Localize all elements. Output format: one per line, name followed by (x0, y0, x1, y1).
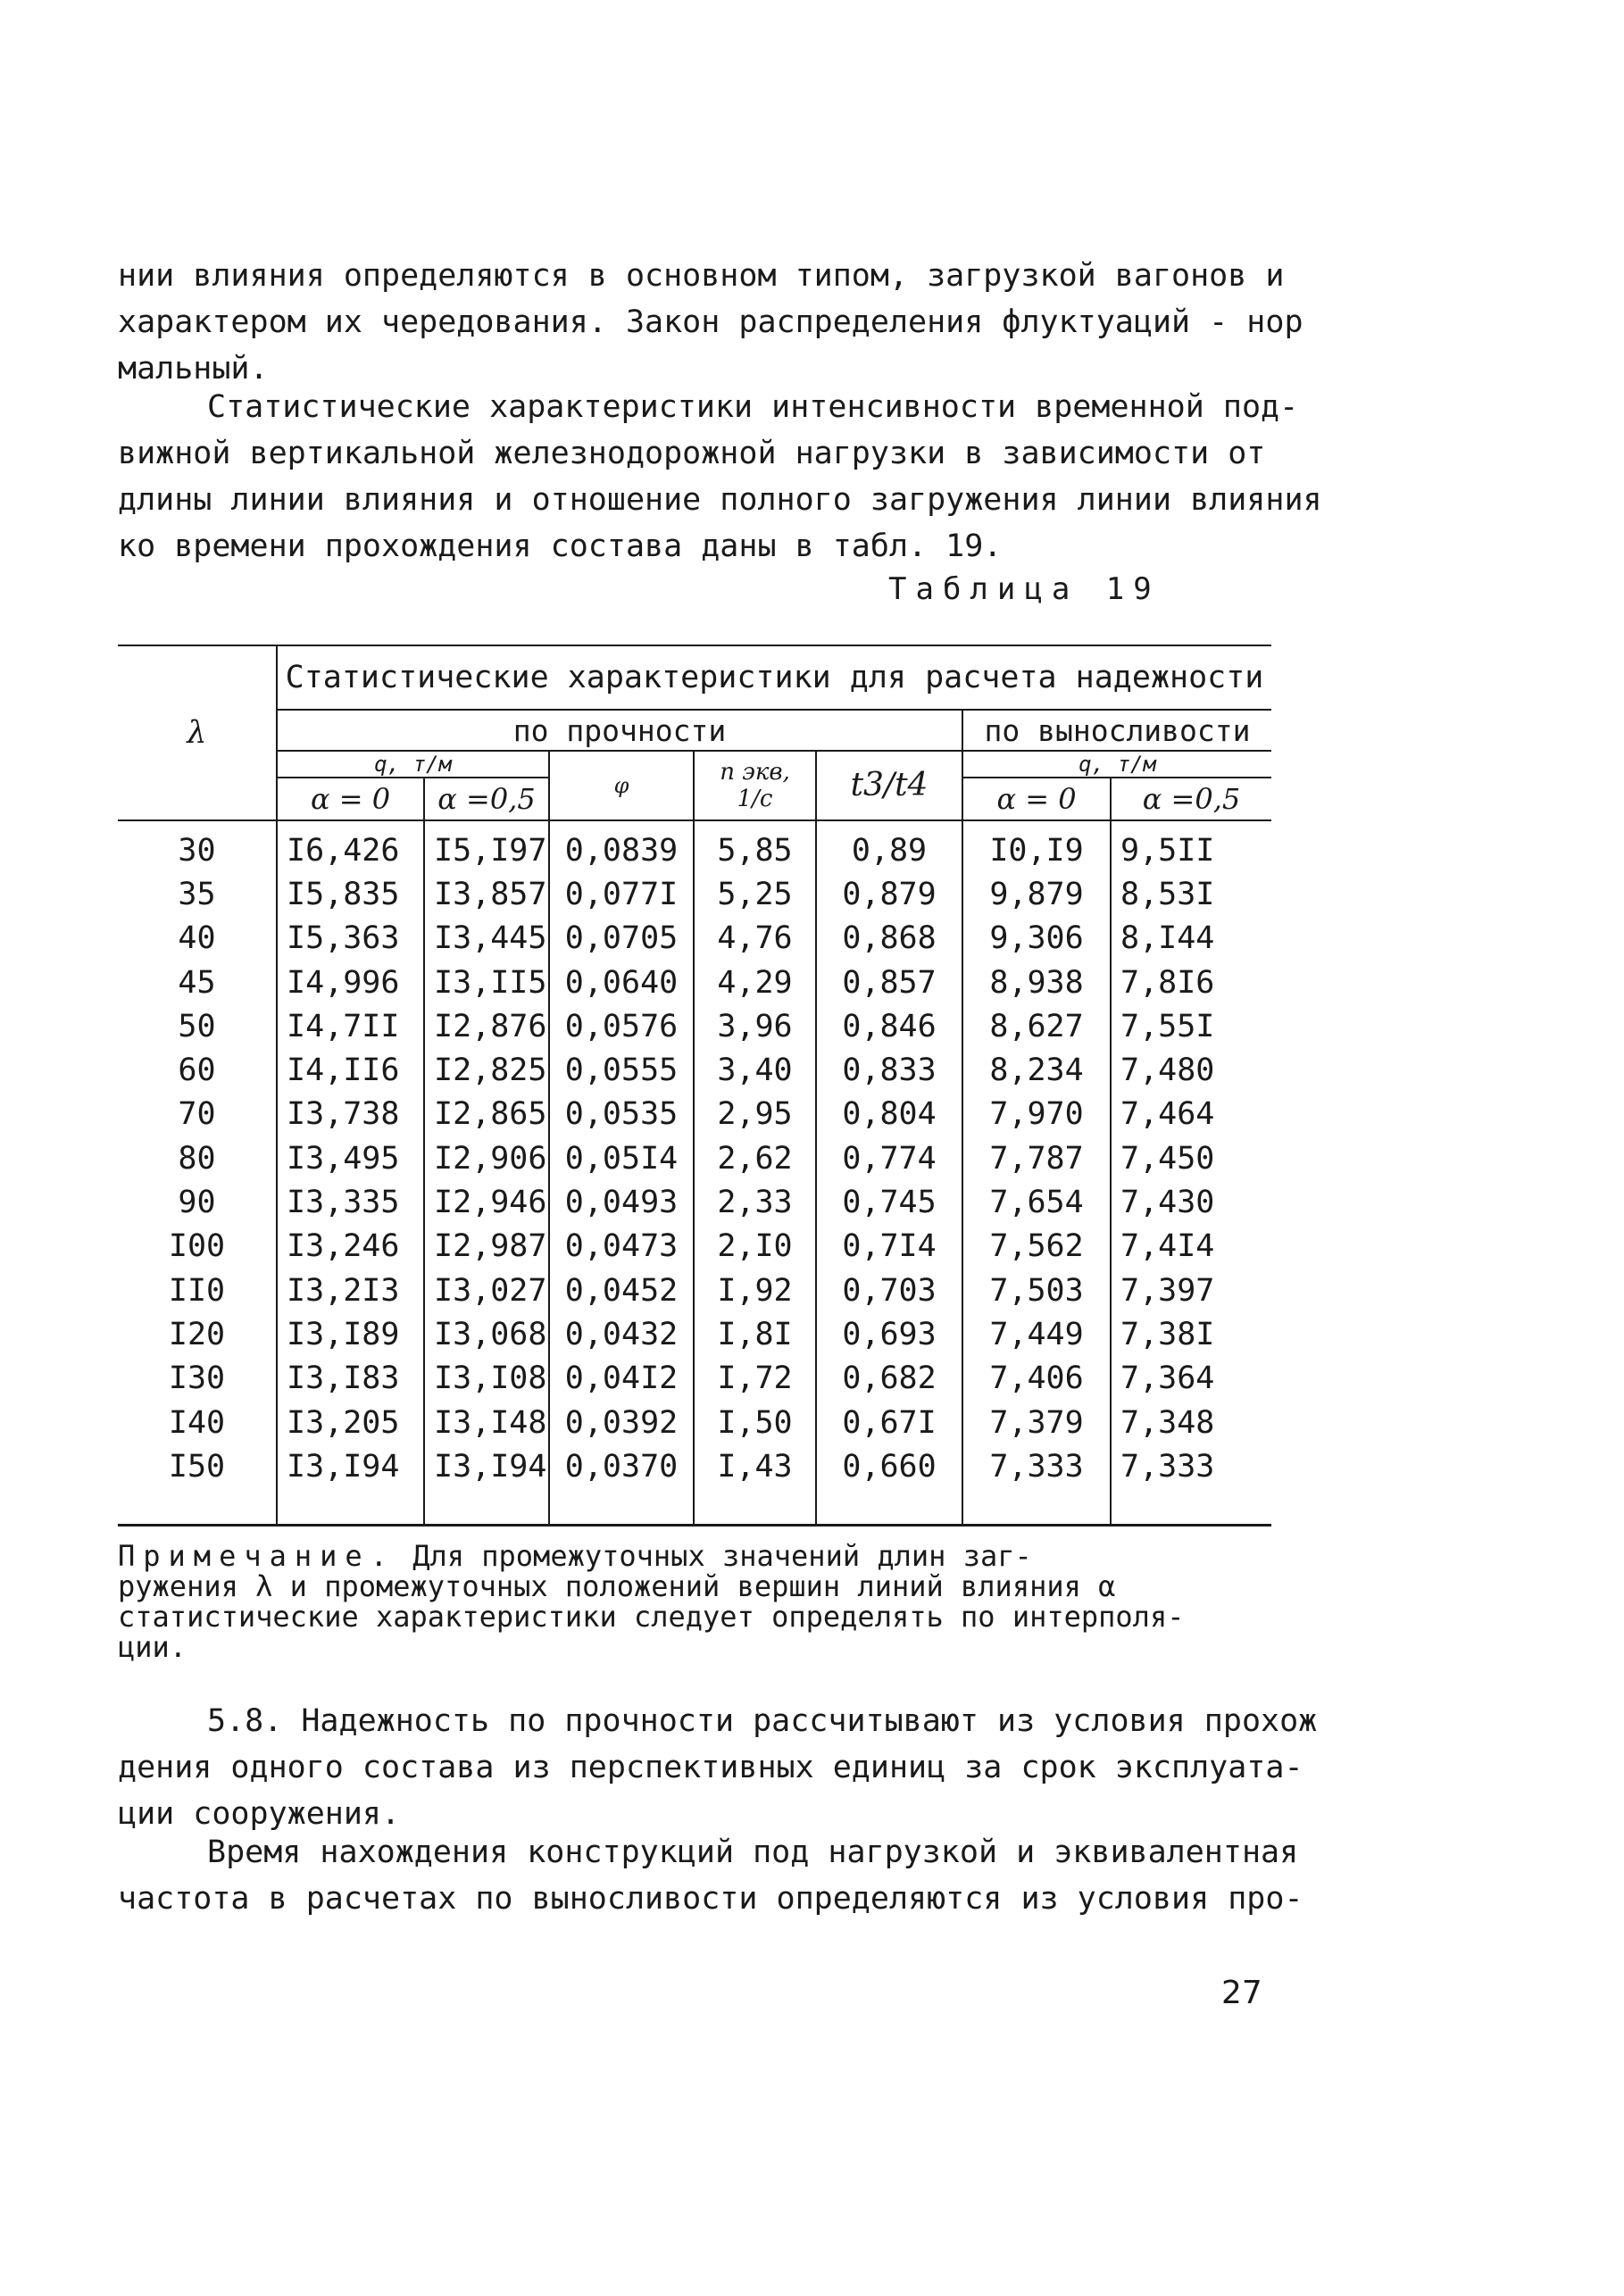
q-unit-endurance: q, т/м (962, 751, 1271, 778)
cell-t-ratio: 0,774 (816, 1136, 962, 1180)
cell-q-a05: I3,027 (424, 1269, 549, 1312)
cell-e-a05: 7,8I6 (1111, 961, 1271, 1004)
cell-e-a05: 7,464 (1111, 1093, 1271, 1136)
cell-t-ratio: 0,703 (816, 1269, 962, 1312)
cell-e-a05: 7,480 (1111, 1048, 1271, 1092)
cell-t-ratio: 0,804 (816, 1093, 962, 1136)
cell-q-a0: I5,363 (277, 917, 424, 961)
text-line: характером их чередования. Закон распределения флуктуаций - нор (118, 304, 1303, 340)
cell-phi: 0,0576 (549, 1004, 694, 1048)
cell-q-a0: I4,7II (277, 1004, 424, 1048)
cell-e-a0: 7,406 (962, 1357, 1111, 1401)
cell-lambda: I20 (118, 1312, 277, 1356)
note-text: Для промежуточных значений длин заг- (412, 1539, 1032, 1573)
cell-e-a05: 7,4I4 (1111, 1225, 1271, 1269)
paragraph-5-8 (118, 1698, 1318, 1837)
table-row (118, 1269, 1271, 1312)
lambda-header: λ (118, 645, 277, 820)
cell-e-a0: 7,379 (962, 1401, 1111, 1444)
cell-phi: 0,0432 (549, 1312, 694, 1356)
cell-q-a0: I3,246 (277, 1225, 424, 1269)
cell-q-a0: I3,2I3 (277, 1269, 424, 1312)
cell-phi: 0,0640 (549, 961, 694, 1004)
cell-n-eq: I,43 (694, 1444, 816, 1488)
text-line: длины линии влияния и отношение полного загружения линии влияния (118, 482, 1322, 518)
cell-q-a0: I6,426 (277, 820, 424, 872)
cell-t-ratio: 0,857 (816, 961, 962, 1004)
cell-lambda: 80 (118, 1136, 277, 1180)
cell-e-a0: I0,I9 (962, 820, 1111, 872)
q-unit-strength: q, т/м (277, 751, 549, 778)
cell-n-eq: 5,25 (694, 872, 816, 916)
cell-phi: 0,05I4 (549, 1136, 694, 1180)
cell-n-eq: 2,62 (694, 1136, 816, 1180)
table-note (118, 1541, 1278, 1662)
cell-e-a05: 7,348 (1111, 1401, 1271, 1444)
spacer-cell (1111, 1488, 1271, 1526)
cell-q-a05: I3,445 (424, 917, 549, 961)
cell-q-a05: I2,825 (424, 1048, 549, 1092)
cell-n-eq: 2,95 (694, 1093, 816, 1136)
cell-q-a05: I2,987 (424, 1225, 549, 1269)
spacer-cell (277, 1488, 424, 1526)
cell-q-a05: I2,906 (424, 1136, 549, 1180)
cell-q-a0: I4,II6 (277, 1048, 424, 1092)
cell-e-a0: 8,234 (962, 1048, 1111, 1092)
table-row (118, 1180, 1271, 1224)
cell-t-ratio: 0,879 (816, 872, 962, 916)
table-row (118, 961, 1271, 1004)
n-eq-header (694, 751, 816, 820)
cell-lambda: 90 (118, 1180, 277, 1224)
statistics-table (118, 645, 1271, 1527)
table-row (118, 1401, 1271, 1444)
cell-e-a05: 7,397 (1111, 1269, 1271, 1312)
cell-t-ratio: 0,660 (816, 1444, 962, 1488)
cell-t-ratio: 0,693 (816, 1312, 962, 1356)
text-line: ции сооружения. (118, 1796, 401, 1832)
cell-e-a05: 7,450 (1111, 1136, 1271, 1180)
t-ratio-header: t3/t4 (816, 751, 962, 820)
cell-e-a05: 7,55I (1111, 1004, 1271, 1048)
cell-q-a05: I3,I08 (424, 1357, 549, 1401)
cell-q-a05: I3,II5 (424, 961, 549, 1004)
cell-phi: 0,077I (549, 872, 694, 916)
cell-q-a0: I3,205 (277, 1401, 424, 1444)
cell-e-a0: 9,306 (962, 917, 1111, 961)
cell-lambda: 70 (118, 1093, 277, 1136)
cell-n-eq: I,92 (694, 1269, 816, 1312)
cell-q-a0: I3,335 (277, 1180, 424, 1224)
table-row (118, 820, 1271, 872)
cell-e-a0: 9,879 (962, 872, 1111, 916)
cell-q-a0: I4,996 (277, 961, 424, 1004)
group-header: Статистические характеристики для расчета надежности (277, 645, 1271, 710)
table-row (118, 1093, 1271, 1136)
cell-q-a05: I2,946 (424, 1180, 549, 1224)
cell-t-ratio: 0,846 (816, 1004, 962, 1048)
table-caption: Таблица 19 (888, 571, 1161, 607)
cell-lambda: I00 (118, 1225, 277, 1269)
table-row (118, 1357, 1271, 1401)
cell-e-a0: 7,970 (962, 1093, 1111, 1136)
cell-q-a05: I3,I48 (424, 1401, 549, 1444)
cell-q-a05: I3,068 (424, 1312, 549, 1356)
cell-e-a0: 7,787 (962, 1136, 1111, 1180)
cell-lambda: I40 (118, 1401, 277, 1444)
text-line: частота в расчетах по выносливости определяются из условия про- (118, 1881, 1303, 1917)
cell-phi: 0,0535 (549, 1093, 694, 1136)
cell-t-ratio: 0,67I (816, 1401, 962, 1444)
text-line: мальный. (118, 351, 269, 387)
n-eq-unit: 1/с (737, 786, 773, 812)
page-number: 27 (1221, 1975, 1262, 2011)
cell-q-a0: I3,I83 (277, 1357, 424, 1401)
table-row (118, 1004, 1271, 1048)
endurance-header: по выносливости (962, 710, 1271, 751)
cell-t-ratio: 0,682 (816, 1357, 962, 1401)
cell-e-a05: 8,I44 (1111, 917, 1271, 961)
cell-e-a05: 9,5II (1111, 820, 1271, 872)
cell-n-eq: 3,96 (694, 1004, 816, 1048)
cell-e-a05: 7,364 (1111, 1357, 1271, 1401)
cell-n-eq: 2,I0 (694, 1225, 816, 1269)
cell-e-a05: 7,333 (1111, 1444, 1271, 1488)
table-bottom-spacer (118, 1488, 1271, 1526)
phi-header: φ (549, 751, 694, 820)
spacer-cell (962, 1488, 1111, 1526)
cell-q-a05: I3,857 (424, 872, 549, 916)
note-line (118, 1541, 1278, 1571)
cell-q-a05: I2,865 (424, 1093, 549, 1136)
cell-phi: 0,0839 (549, 820, 694, 872)
table-row (118, 1225, 1271, 1269)
cell-e-a0: 7,333 (962, 1444, 1111, 1488)
cell-n-eq: 2,33 (694, 1180, 816, 1224)
table-19 (118, 645, 1271, 1527)
cell-n-eq: 4,29 (694, 961, 816, 1004)
text-line: ко времени прохождения состава даны в табл. 19. (118, 528, 1003, 564)
cell-phi: 0,0555 (549, 1048, 694, 1092)
alpha-0-header: α = 0 (277, 778, 424, 820)
text-line: дения одного состава из перспективных единиц за срок эксплуата- (118, 1750, 1303, 1785)
cell-q-a0: I5,835 (277, 872, 424, 916)
cell-phi: 0,04I2 (549, 1357, 694, 1401)
cell-phi: 0,0370 (549, 1444, 694, 1488)
strength-header: по прочности (277, 710, 962, 751)
text-line: 5.8. Надежность по прочности рассчитывают из условия прохож (207, 1703, 1318, 1739)
cell-e-a05: 8,53I (1111, 872, 1271, 916)
cell-q-a05: I3,I94 (424, 1444, 549, 1488)
table-row (118, 917, 1271, 961)
table-row (118, 872, 1271, 916)
text-line: Статистические характеристики интенсивности временной под- (207, 389, 1299, 425)
cell-phi: 0,0473 (549, 1225, 694, 1269)
spacer-cell (424, 1488, 549, 1526)
cell-lambda: 50 (118, 1004, 277, 1048)
cell-t-ratio: 0,89 (816, 820, 962, 872)
text-line: нии влияния определяются в основном типом, загрузкой вагонов и (118, 258, 1285, 294)
cell-q-a0: I3,738 (277, 1093, 424, 1136)
cell-n-eq: 5,85 (694, 820, 816, 872)
paragraph-intro (118, 253, 1303, 392)
cell-n-eq: 3,40 (694, 1048, 816, 1092)
endurance-alpha-0-header: α = 0 (962, 778, 1111, 820)
paragraph-statistics (118, 384, 1322, 570)
cell-lambda: 60 (118, 1048, 277, 1092)
cell-phi: 0,0493 (549, 1180, 694, 1224)
note-line: ции. (118, 1630, 187, 1664)
cell-phi: 0,0392 (549, 1401, 694, 1444)
cell-t-ratio: 0,7I4 (816, 1225, 962, 1269)
note-line: ружения λ и промежуточных положений вершин линий влияния α (118, 1569, 1116, 1603)
cell-t-ratio: 0,745 (816, 1180, 962, 1224)
cell-n-eq: I,50 (694, 1401, 816, 1444)
n-eq-label: n экв, (720, 759, 790, 786)
cell-n-eq: 4,76 (694, 917, 816, 961)
cell-phi: 0,0452 (549, 1269, 694, 1312)
alpha-05-header: α =0,5 (424, 778, 549, 820)
cell-q-a0: I3,I89 (277, 1312, 424, 1356)
table-row (118, 1312, 1271, 1356)
cell-lambda: II0 (118, 1269, 277, 1312)
spacer-cell (118, 1488, 277, 1526)
cell-lambda: 30 (118, 820, 277, 872)
cell-e-a0: 8,938 (962, 961, 1111, 1004)
cell-e-a0: 8,627 (962, 1004, 1111, 1048)
cell-e-a0: 7,654 (962, 1180, 1111, 1224)
spacer-cell (549, 1488, 694, 1526)
table-row (118, 1136, 1271, 1180)
cell-q-a0: I3,I94 (277, 1444, 424, 1488)
note-line: статистические характеристики следует определять по интерполя- (118, 1600, 1185, 1634)
cell-q-a05: I2,876 (424, 1004, 549, 1048)
table-row (118, 1048, 1271, 1092)
cell-lambda: 45 (118, 961, 277, 1004)
cell-e-a0: 7,562 (962, 1225, 1111, 1269)
cell-e-a05: 7,38I (1111, 1312, 1271, 1356)
cell-e-a05: 7,430 (1111, 1180, 1271, 1224)
cell-n-eq: I,72 (694, 1357, 816, 1401)
cell-e-a0: 7,503 (962, 1269, 1111, 1312)
cell-q-a05: I5,I97 (424, 820, 549, 872)
text-line: Время нахождения конструкций под нагрузкой и эквивалентная (207, 1834, 1299, 1870)
paragraph-endurance (118, 1829, 1303, 1922)
cell-lambda: I30 (118, 1357, 277, 1401)
note-heading: Примечание. (118, 1539, 396, 1573)
table-row (118, 1444, 1271, 1488)
endurance-alpha-05-header: α =0,5 (1111, 778, 1271, 820)
cell-q-a0: I3,495 (277, 1136, 424, 1180)
cell-lambda: I50 (118, 1444, 277, 1488)
cell-n-eq: I,8I (694, 1312, 816, 1356)
text-line: вижной вертикальной железнодорожной нагрузки в зависимости от (118, 436, 1266, 471)
spacer-cell (816, 1488, 962, 1526)
cell-e-a0: 7,449 (962, 1312, 1111, 1356)
cell-phi: 0,0705 (549, 917, 694, 961)
cell-lambda: 40 (118, 917, 277, 961)
spacer-cell (694, 1488, 816, 1526)
cell-t-ratio: 0,868 (816, 917, 962, 961)
cell-lambda: 35 (118, 872, 277, 916)
cell-t-ratio: 0,833 (816, 1048, 962, 1092)
